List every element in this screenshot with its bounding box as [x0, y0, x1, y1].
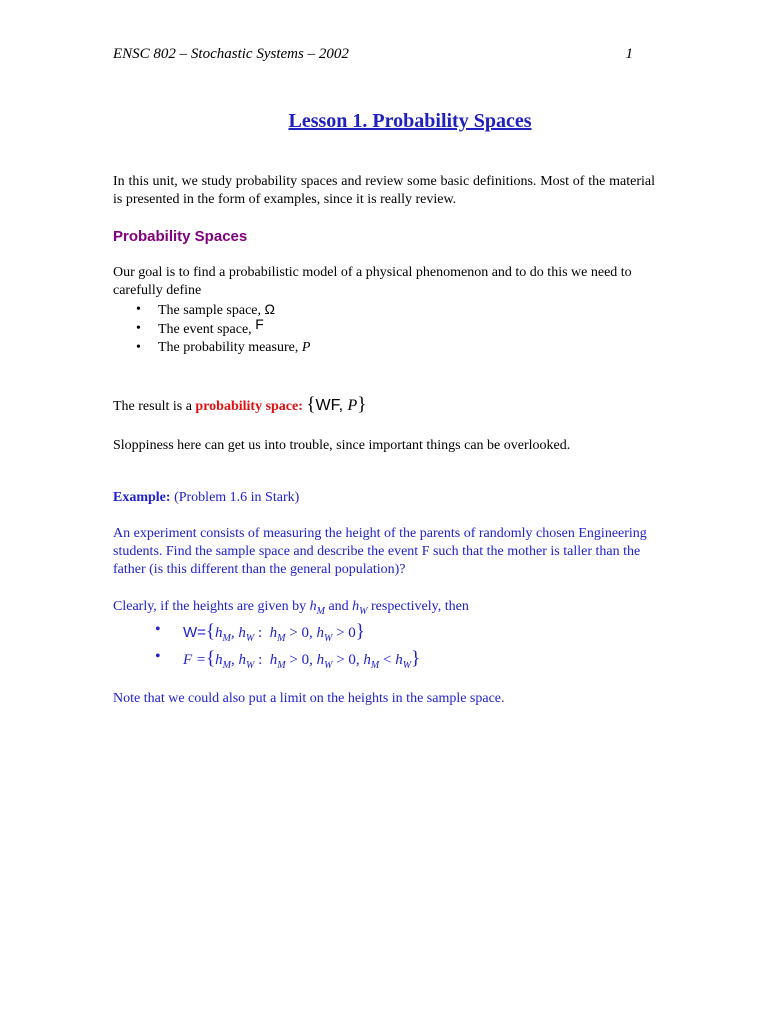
close-brace: } [357, 394, 367, 415]
probability-space-highlight: probability space: [195, 399, 303, 414]
result-line [113, 396, 655, 416]
clearly-and: and [324, 599, 353, 614]
bullet-icon: • [155, 648, 161, 665]
lesson-title-text: Lesson 1. Probability Spaces [288, 110, 532, 132]
hw-symbol: $h_W$ [352, 599, 368, 617]
course-header: ENSC 802 – Stochastic Systems – 2002 [113, 46, 349, 62]
example-line [113, 489, 655, 507]
example-label: Example: [113, 490, 171, 505]
clearly-prefix: Clearly, if the heights are given by [113, 599, 310, 614]
equation-body: $W=\{h_M$, $h_W$ : $h_M > 0$, $h_W > 0$} [183, 621, 365, 644]
formula-p: P [347, 397, 358, 414]
list-item [113, 316, 310, 338]
lesson-title [0, 110, 768, 133]
page-number: 1 [625, 46, 633, 62]
clearly-line [113, 598, 655, 621]
equation-body: $F =\{h_M$, $h_W$ : $h_M > 0$, $h_W > 0$, $h_M < h_W$} [183, 648, 421, 671]
page-header [113, 46, 633, 63]
bullet-label: The sample space, [158, 303, 262, 318]
sloppiness-paragraph: Sloppiness here can get us into trouble, since important things can be overlooked. [113, 438, 571, 453]
list-item [113, 300, 310, 319]
p-symbol: P [301, 340, 311, 355]
probability-space-formula [306, 394, 367, 415]
section-heading: Probability Spaces [113, 228, 248, 245]
bullet-icon: • [155, 621, 161, 638]
clearly-suffix: respectively, then [367, 599, 469, 614]
experiment-paragraph: An experiment consists of measuring the height of the parents of randomly chosen Engineering students. Find the sample space and describe the event F such that the mother is taller than the father (is this different than the general population)? [113, 526, 647, 577]
hm-symbol: $h_M$ [309, 599, 325, 617]
result-prefix: The result is a [113, 399, 196, 414]
f-symbol: F [255, 316, 264, 332]
equation-lhs: F = [183, 652, 207, 668]
formula-body: WF, [315, 397, 348, 414]
equation-lhs: W= [183, 624, 206, 641]
note-paragraph: Note that we could also put a limit on the heights in the sample space. [113, 691, 505, 706]
definition-list [113, 300, 310, 357]
intro-paragraph: In this unit, we study probability spaces and review some basic definitions. Most of the material is presented in the form of examples, since it is really review. [113, 174, 655, 207]
goal-paragraph: Our goal is to find a probabilistic model of a physical phenomenon and to do this we need to carefully define [113, 265, 632, 298]
bullet-label: The probability measure, [158, 340, 299, 355]
open-brace: { [306, 394, 316, 415]
example-reference: (Problem 1.6 in Stark) [170, 490, 300, 505]
omega-symbol: Ω [264, 301, 275, 317]
list-item [113, 338, 310, 357]
bullet-label: The event space, [158, 322, 252, 337]
